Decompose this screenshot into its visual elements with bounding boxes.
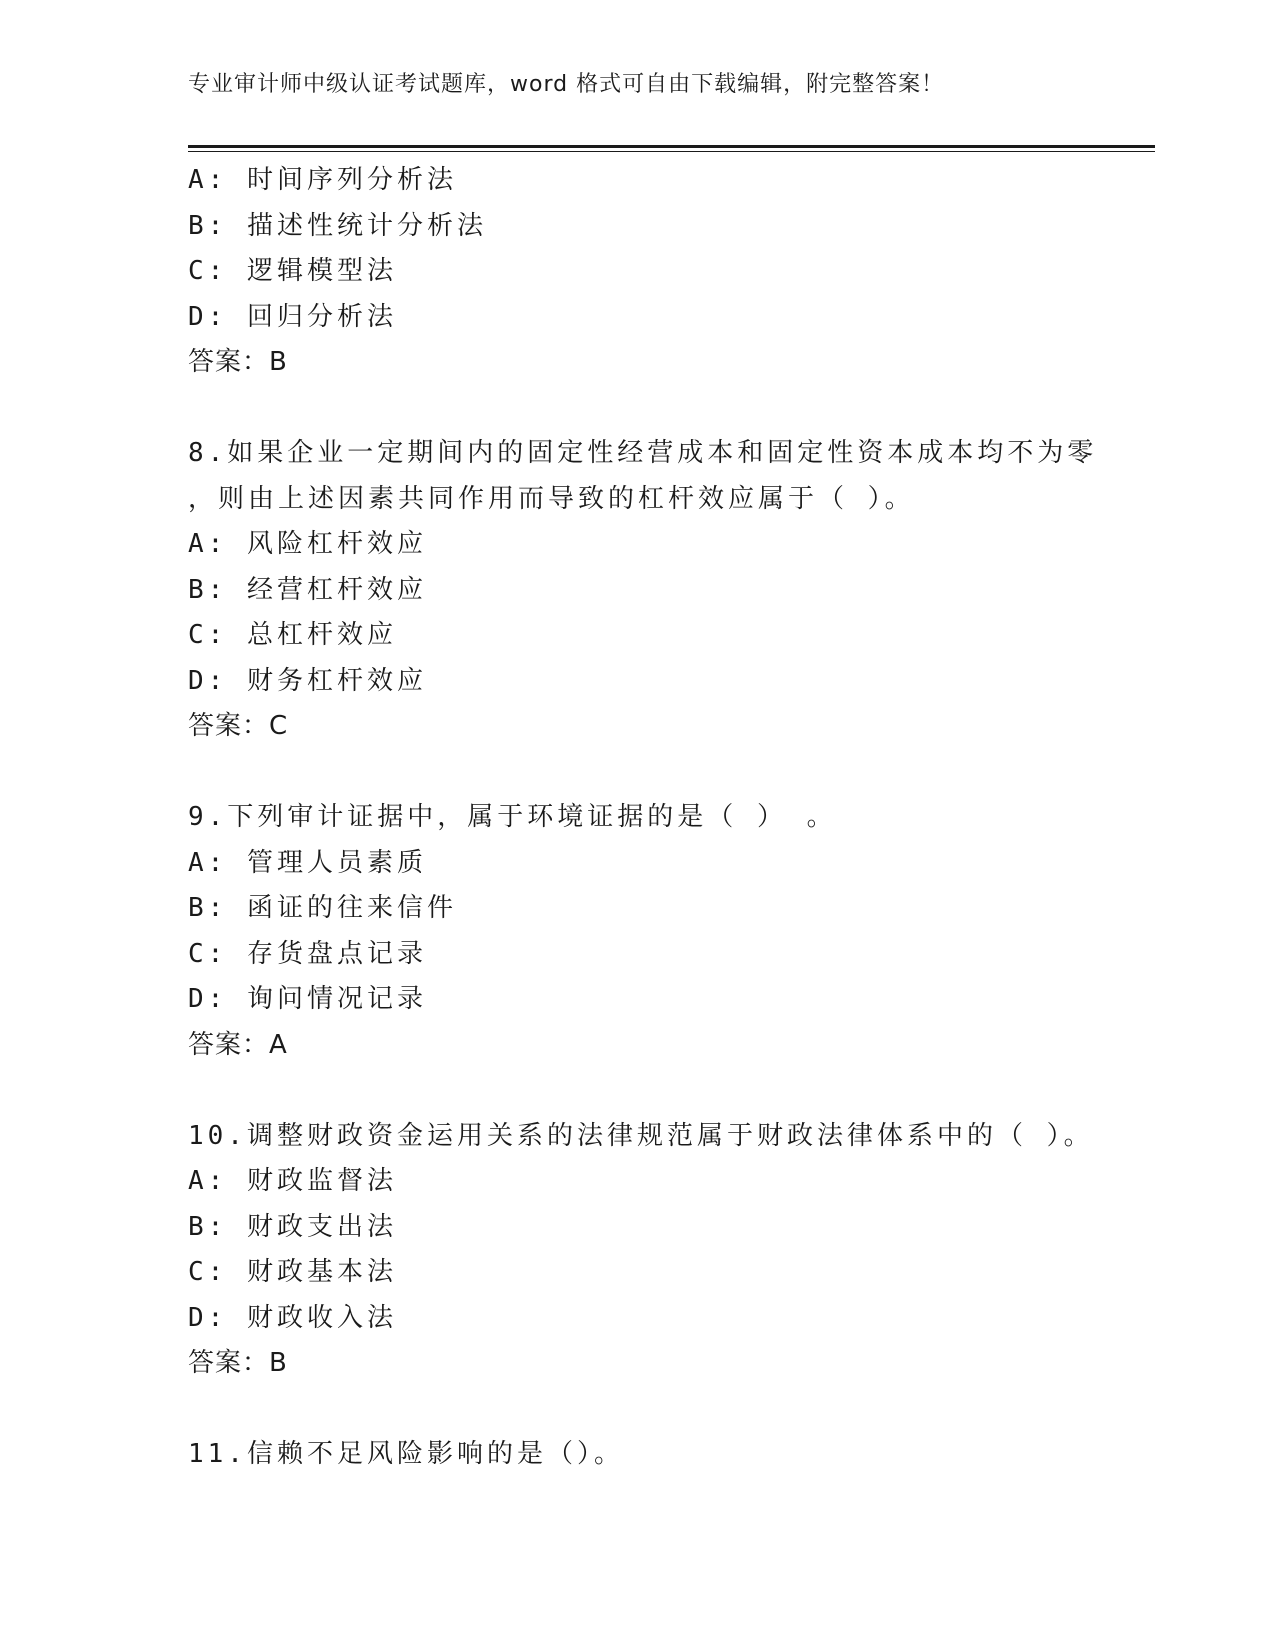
question-stem: 11.信赖不足风险影响的是（）。	[188, 1439, 624, 1469]
option-d: D: 询问情况记录	[188, 984, 427, 1014]
question-gap	[188, 1387, 1155, 1433]
option-b: B: 经营杠杆效应	[188, 574, 427, 605]
option-a: A: 财政监督法	[188, 1166, 397, 1196]
option-a: A: 风险杠杆效应	[188, 529, 427, 559]
answer-line: 答案：A	[188, 1029, 288, 1060]
question-gap	[188, 386, 1155, 432]
option-c: C: 财政基本法	[188, 1257, 397, 1287]
answer-line: 答案：C	[188, 711, 289, 741]
question-content	[188, 158, 1155, 1478]
question-stem: 10.调整财政资金运用关系的法律规范属于财政法律体系中的（ ）。	[188, 1120, 1094, 1151]
option-a: A: 时间序列分析法	[188, 165, 457, 195]
option-d: D: 财政收入法	[188, 1302, 397, 1333]
option-c: C: 存货盘点记录	[188, 938, 427, 969]
option-b: B: 描述性统计分析法	[188, 210, 487, 241]
question-stem: 8.如果企业一定期间内的固定性经营成本和固定性资本成本均不为零	[188, 438, 1098, 468]
option-c: C: 总杠杆效应	[188, 620, 397, 650]
option-d: D: 回归分析法	[188, 301, 397, 332]
page-header: 专业审计师中级认证考试题库，word 格式可自由下载编辑，附完整答案！	[188, 72, 945, 97]
option-c: C: 逻辑模型法	[188, 256, 397, 286]
header-rule-thick	[188, 145, 1155, 148]
option-a: A: 管理人员素质	[188, 847, 427, 878]
answer-line: 答案：B	[188, 347, 288, 377]
question-gap	[188, 750, 1155, 796]
header-rule-thin	[188, 151, 1155, 152]
option-b: B: 函证的往来信件	[188, 893, 457, 923]
question-stem: 9.下列审计证据中，属于环境证据的是（ ） 。	[188, 802, 837, 832]
option-d: D: 财务杠杆效应	[188, 665, 427, 696]
option-b: B: 财政支出法	[188, 1211, 397, 1242]
answer-line: 答案：B	[188, 1348, 288, 1378]
question-stem-continued: ，则由上述因素共同作用而导致的杠杆效应属于（ ）。	[188, 483, 915, 514]
question-gap	[188, 1068, 1155, 1114]
